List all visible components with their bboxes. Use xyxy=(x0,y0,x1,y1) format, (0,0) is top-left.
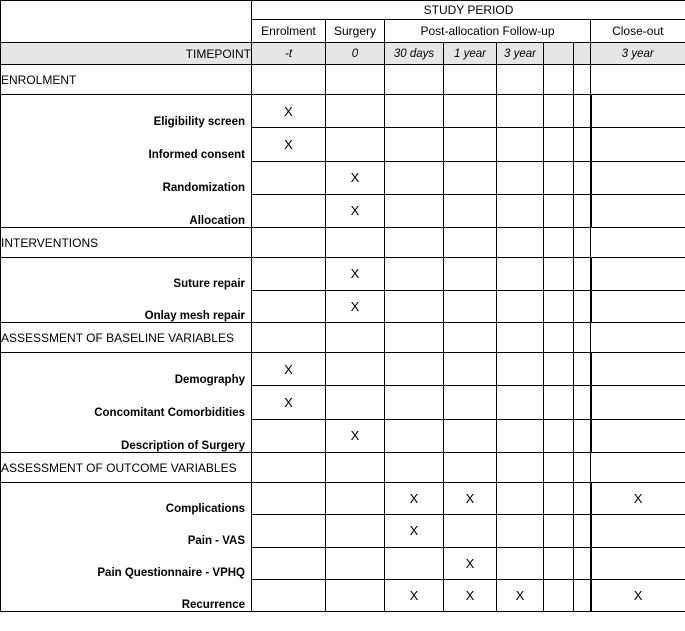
item-label: Randomization xyxy=(162,182,245,194)
mark-cell-empty xyxy=(497,95,544,128)
x-mark: X xyxy=(633,587,643,603)
x-mark: X xyxy=(633,491,643,507)
mark-cell-filled xyxy=(326,194,385,227)
mark-cell-empty xyxy=(591,128,685,161)
mark-cell-empty xyxy=(326,128,385,161)
mark-cell-empty xyxy=(252,515,326,547)
item-label: Eligibility screen xyxy=(153,116,245,128)
mark-cell-empty xyxy=(326,483,385,515)
mark-cell-empty xyxy=(544,419,574,452)
section-spacer-cell xyxy=(574,323,591,353)
mark-cell-empty xyxy=(252,258,326,291)
mark-cell-empty xyxy=(591,95,685,128)
section-title-row-interventions xyxy=(1,228,685,258)
timepoint-value-4: 3 year xyxy=(497,43,544,65)
section-spacer-cell xyxy=(444,65,497,95)
mark-cell-empty xyxy=(252,419,326,452)
section-spacer-cell xyxy=(385,65,444,95)
table-row xyxy=(1,95,685,128)
mark-cell-empty xyxy=(326,353,385,386)
mark-cell-filled xyxy=(497,579,544,611)
section-spacer-cell xyxy=(444,323,497,353)
mark-cell-empty xyxy=(444,386,497,419)
mark-cell-empty xyxy=(497,547,544,579)
mark-cell-empty xyxy=(444,95,497,128)
group-header-surgery: Surgery xyxy=(326,20,385,43)
mark-cell-empty xyxy=(497,386,544,419)
mark-cell-empty xyxy=(591,353,685,386)
x-mark: X xyxy=(515,587,525,603)
mark-cell-empty xyxy=(574,579,591,611)
section-spacer-cell xyxy=(591,65,685,95)
mark-cell-empty xyxy=(591,161,685,194)
mark-cell-empty xyxy=(385,290,444,323)
section-spacer-cell xyxy=(497,65,544,95)
section-spacer-cell xyxy=(326,453,385,483)
mark-cell-filled xyxy=(252,353,326,386)
mark-cell-empty xyxy=(444,419,497,452)
mark-cell-filled xyxy=(326,290,385,323)
table-row xyxy=(1,483,685,515)
mark-cell-empty xyxy=(444,290,497,323)
section-spacer-cell xyxy=(444,453,497,483)
mark-cell-empty xyxy=(385,419,444,452)
mark-cell-empty xyxy=(497,419,544,452)
section-title-row-assessment-of-baseline-variables xyxy=(1,323,685,353)
section-spacer-cell xyxy=(252,453,326,483)
mark-cell-empty xyxy=(497,353,544,386)
section-spacer-cell xyxy=(544,228,574,258)
mark-cell-empty xyxy=(574,258,591,291)
mark-cell-empty xyxy=(385,194,444,227)
x-mark: X xyxy=(350,428,360,444)
section-spacer-cell xyxy=(574,453,591,483)
mark-cell-empty xyxy=(252,547,326,579)
timepoint-value-0: -t xyxy=(252,43,326,65)
section-title-assessment-of-baseline-variables: ASSESSMENT OF BASELINE VARIABLES xyxy=(1,323,252,353)
mark-cell-empty xyxy=(497,290,544,323)
item-label: Pain - VAS xyxy=(187,535,245,547)
section-spacer-cell xyxy=(385,323,444,353)
section-spacer-cell xyxy=(497,323,544,353)
mark-cell-empty xyxy=(385,161,444,194)
mark-cell-empty xyxy=(444,128,497,161)
timepoint-value-2: 30 days xyxy=(385,43,444,65)
item-label: Suture repair xyxy=(173,278,245,290)
x-mark: X xyxy=(465,491,475,507)
x-mark: X xyxy=(465,555,475,571)
mark-cell-empty xyxy=(591,258,685,291)
x-mark: X xyxy=(284,136,293,152)
mark-cell-empty xyxy=(326,95,385,128)
item-label: Allocation xyxy=(189,215,245,227)
mark-cell-empty xyxy=(385,386,444,419)
mark-cell-empty xyxy=(385,258,444,291)
x-mark: X xyxy=(284,361,293,377)
section-spacer-cell xyxy=(326,65,385,95)
mark-cell-filled xyxy=(385,483,444,515)
x-mark: X xyxy=(284,394,293,410)
item-label-group-assessment-of-baseline-variables xyxy=(1,353,252,453)
mark-cell-empty xyxy=(385,128,444,161)
item-label: Informed consent xyxy=(148,149,245,161)
section-spacer-cell xyxy=(591,453,685,483)
mark-cell-empty xyxy=(574,547,591,579)
x-mark: X xyxy=(350,170,360,186)
mark-cell-empty xyxy=(544,290,574,323)
x-mark: X xyxy=(284,103,293,119)
group-header-enrolment: Enrolment xyxy=(252,20,326,43)
item-label: Pain Questionnaire - VPHQ xyxy=(97,567,245,579)
mark-cell-empty xyxy=(497,483,544,515)
item-label: Demography xyxy=(174,374,245,386)
mark-cell-filled xyxy=(591,579,685,611)
mark-cell-empty xyxy=(252,579,326,611)
mark-cell-empty xyxy=(574,161,591,194)
timepoint-value-1: 0 xyxy=(326,43,385,65)
item-label: Concomitant Comorbidities xyxy=(94,407,245,419)
x-mark: X xyxy=(350,203,360,219)
section-spacer-cell xyxy=(326,323,385,353)
x-mark: X xyxy=(465,587,475,603)
group-header-close-out: Close-out xyxy=(591,20,685,43)
section-spacer-cell xyxy=(591,323,685,353)
mark-cell-empty xyxy=(591,386,685,419)
mark-cell-filled xyxy=(252,386,326,419)
mark-cell-empty xyxy=(444,353,497,386)
mark-cell-empty xyxy=(326,547,385,579)
item-label: Onlay mesh repair xyxy=(144,310,245,322)
mark-cell-empty xyxy=(252,290,326,323)
group-header-post-allocation-follow-up: Post-allocation Follow-up xyxy=(385,20,591,43)
section-spacer-cell xyxy=(544,323,574,353)
mark-cell-empty xyxy=(444,258,497,291)
item-label-stack xyxy=(1,258,251,322)
item-label-stack xyxy=(1,95,251,227)
mark-cell-empty xyxy=(574,128,591,161)
mark-cell-empty xyxy=(497,194,544,227)
section-title-row-enrolment xyxy=(1,65,685,95)
table-body xyxy=(1,1,685,612)
mark-cell-empty xyxy=(326,579,385,611)
header-corner-blank xyxy=(1,1,252,43)
mark-cell-filled xyxy=(444,483,497,515)
mark-cell-filled xyxy=(385,579,444,611)
mark-cell-empty xyxy=(444,515,497,547)
mark-cell-empty xyxy=(591,290,685,323)
mark-cell-empty xyxy=(544,353,574,386)
study-period-header: STUDY PERIOD xyxy=(252,1,685,20)
mark-cell-empty xyxy=(385,353,444,386)
timepoint-label: TIMEPOINT xyxy=(1,43,252,65)
section-spacer-cell xyxy=(497,228,544,258)
mark-cell-empty xyxy=(497,258,544,291)
mark-cell-empty xyxy=(544,194,574,227)
section-spacer-cell xyxy=(544,65,574,95)
mark-cell-empty xyxy=(544,95,574,128)
mark-cell-empty xyxy=(252,161,326,194)
section-spacer-cell xyxy=(574,228,591,258)
mark-cell-filled xyxy=(252,95,326,128)
mark-cell-empty xyxy=(497,128,544,161)
mark-cell-filled xyxy=(252,128,326,161)
mark-cell-empty xyxy=(385,95,444,128)
mark-cell-empty xyxy=(574,515,591,547)
section-spacer-cell xyxy=(497,453,544,483)
table-row xyxy=(1,353,685,386)
section-title-assessment-of-outcome-variables: ASSESSMENT OF OUTCOME VARIABLES xyxy=(1,453,252,483)
section-spacer-cell xyxy=(385,453,444,483)
mark-cell-empty xyxy=(574,419,591,452)
mark-cell-empty xyxy=(574,353,591,386)
mark-cell-empty xyxy=(544,483,574,515)
table-row xyxy=(1,258,685,291)
mark-cell-filled xyxy=(326,419,385,452)
section-spacer-cell xyxy=(591,228,685,258)
mark-cell-empty xyxy=(252,483,326,515)
section-spacer-cell xyxy=(252,65,326,95)
header-row-study-period xyxy=(1,1,685,20)
mark-cell-empty xyxy=(574,386,591,419)
timepoint-value-3: 1 year xyxy=(444,43,497,65)
item-label-group-enrolment xyxy=(1,95,252,228)
section-title-enrolment: ENROLMENT xyxy=(1,65,252,95)
mark-cell-empty xyxy=(574,483,591,515)
mark-cell-empty xyxy=(544,547,574,579)
section-spacer-cell xyxy=(544,453,574,483)
item-label-stack xyxy=(1,353,251,452)
x-mark: X xyxy=(409,523,419,539)
mark-cell-filled xyxy=(444,579,497,611)
section-title-row-assessment-of-outcome-variables xyxy=(1,453,685,483)
mark-cell-filled xyxy=(591,483,685,515)
mark-cell-empty xyxy=(444,194,497,227)
x-mark: X xyxy=(409,491,419,507)
mark-cell-empty xyxy=(591,547,685,579)
section-spacer-cell xyxy=(385,228,444,258)
item-label: Recurrence xyxy=(181,599,245,611)
mark-cell-empty xyxy=(326,515,385,547)
section-spacer-cell xyxy=(252,323,326,353)
mark-cell-empty xyxy=(544,515,574,547)
item-label-stack xyxy=(1,483,251,611)
x-mark: X xyxy=(350,298,360,314)
mark-cell-empty xyxy=(385,547,444,579)
item-label-group-interventions xyxy=(1,258,252,323)
mark-cell-empty xyxy=(497,515,544,547)
mark-cell-empty xyxy=(591,194,685,227)
x-mark: X xyxy=(409,587,419,603)
section-title-interventions: INTERVENTIONS xyxy=(1,228,252,258)
section-spacer-cell xyxy=(252,228,326,258)
mark-cell-filled xyxy=(326,161,385,194)
section-spacer-cell xyxy=(444,228,497,258)
header-row-timepoint xyxy=(1,43,685,65)
mark-cell-filled xyxy=(385,515,444,547)
mark-cell-empty xyxy=(574,95,591,128)
timepoint-value-7: 3 year xyxy=(591,43,685,65)
mark-cell-empty xyxy=(544,579,574,611)
mark-cell-empty xyxy=(326,386,385,419)
mark-cell-empty xyxy=(497,161,544,194)
mark-cell-filled xyxy=(326,258,385,291)
mark-cell-empty xyxy=(544,258,574,291)
mark-cell-empty xyxy=(591,515,685,547)
mark-cell-empty xyxy=(591,419,685,452)
mark-cell-empty xyxy=(252,194,326,227)
timepoint-value-6 xyxy=(574,43,591,65)
item-label: Description of Surgery xyxy=(121,440,245,452)
mark-cell-empty xyxy=(574,290,591,323)
item-label: Complications xyxy=(165,503,245,515)
x-mark: X xyxy=(350,266,360,282)
mark-cell-empty xyxy=(544,386,574,419)
mark-cell-empty xyxy=(544,128,574,161)
mark-cell-filled xyxy=(444,547,497,579)
mark-cell-empty xyxy=(574,194,591,227)
section-spacer-cell xyxy=(326,228,385,258)
mark-cell-empty xyxy=(444,161,497,194)
item-label-group-assessment-of-outcome-variables xyxy=(1,483,252,612)
section-spacer-cell xyxy=(574,65,591,95)
timepoint-value-5 xyxy=(544,43,574,65)
mark-cell-empty xyxy=(544,161,574,194)
